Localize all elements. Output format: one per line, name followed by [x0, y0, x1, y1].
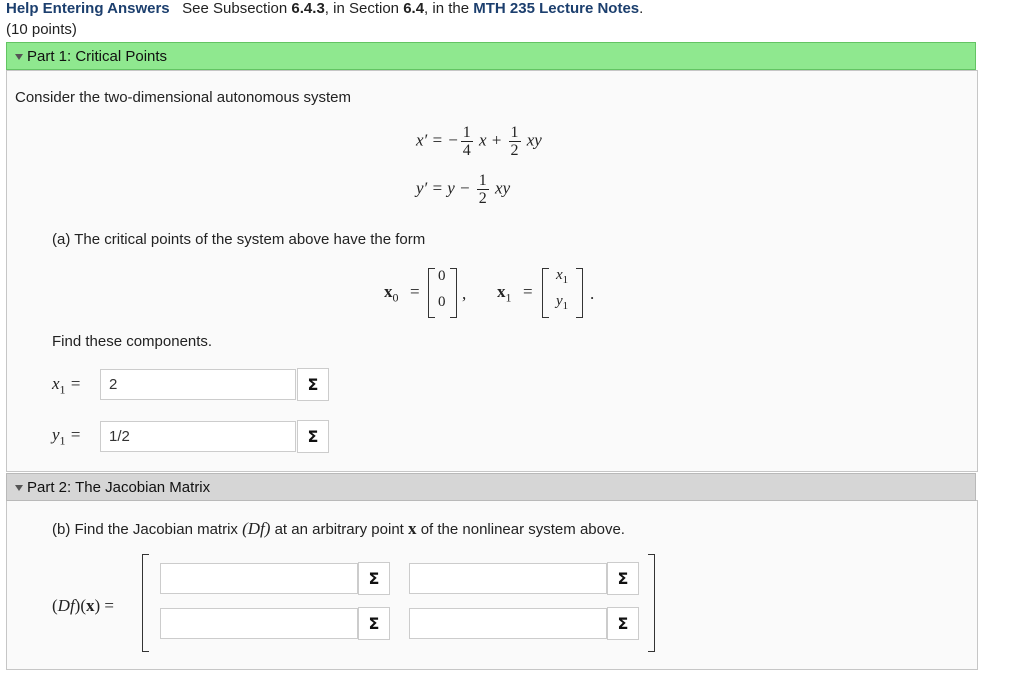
jacobian-cell-21-sigma-button[interactable]: Σ — [358, 607, 390, 640]
x0-top: 0 — [438, 268, 446, 284]
jacobian-lhs: (Df)(x) = — [52, 596, 115, 615]
eq1-var-xy: xy — [526, 130, 542, 150]
eq1-plus: + — [490, 130, 503, 150]
eq1-minus: − — [447, 130, 459, 150]
jacobian-cell-11[interactable] — [160, 563, 358, 594]
system-intro: Consider the two-dimensional autonomous system — [15, 89, 351, 106]
x1-top: $x_1$ — [556, 267, 569, 286]
eq2-minus: − — [459, 178, 471, 198]
cp-period: . — [590, 284, 595, 303]
eq2-frac: $\frac{1}{2}$ — [478, 172, 487, 207]
x1-bottom: $y_1$ — [556, 293, 569, 312]
eq1-frac1: $\frac{1}{4}$ — [462, 124, 471, 159]
x1-answer-label: $x_1$ = — [52, 374, 82, 397]
eq2-lhs: y′ — [416, 178, 428, 198]
eq2-var-y: y — [447, 178, 455, 198]
eq1-frac2: $\frac{1}{2}$ — [510, 124, 519, 159]
section-number: 6.4 — [403, 0, 425, 17]
jacobian-cell-22-sigma-button[interactable]: Σ — [607, 607, 639, 640]
matrix-left-bracket — [142, 554, 149, 652]
collapse-triangle-icon — [15, 54, 23, 60]
x1-symbol: $x_1$ — [497, 282, 512, 305]
part2-header[interactable] — [6, 473, 976, 501]
jacobian-cell-11-sigma-button[interactable]: Σ — [358, 562, 390, 595]
subsection-number: 6.4.3 — [291, 0, 325, 17]
ref-text-end: . — [639, 0, 644, 17]
equation-x-prime — [416, 124, 542, 159]
x1-equation-editor-button[interactable]: Σ — [297, 368, 329, 401]
question-b-post: of the nonlinear system above. — [420, 521, 625, 538]
jacobian-cell-12-sigma-button[interactable]: Σ — [607, 562, 639, 595]
x1-left-bracket — [542, 268, 549, 318]
matrix-right-bracket — [648, 554, 655, 652]
y1-input[interactable] — [100, 421, 296, 452]
part1-header[interactable] — [6, 42, 976, 70]
y1-equation-editor-button[interactable]: Σ — [297, 420, 329, 453]
collapse-triangle-icon — [15, 485, 23, 491]
jacobian-cell-22[interactable] — [409, 608, 607, 639]
eq1-equals: = — [431, 130, 443, 150]
find-components: Find these components. — [52, 333, 213, 350]
question-b-x: x — [408, 519, 417, 538]
x1-equals: = — [523, 282, 533, 301]
x0-symbol: $x_0$ — [384, 282, 399, 305]
x0-equals: = — [410, 282, 420, 301]
question-b-mid: at an arbitrary point — [274, 521, 404, 538]
eq1-var-x: x — [478, 130, 487, 150]
x0-bottom: 0 — [438, 294, 446, 310]
x1-right-bracket — [576, 268, 583, 318]
x0-right-bracket — [450, 268, 457, 318]
ref-text-pre: See Subsection — [182, 0, 288, 17]
ref-text-mid: , in Section — [324, 0, 400, 17]
jacobian-cell-12[interactable] — [409, 563, 607, 594]
eq2-var-xy: xy — [495, 178, 511, 198]
equation-y-prime — [416, 172, 510, 207]
eq2-equals: = — [431, 178, 443, 198]
eq1-lhs: x′ — [416, 130, 428, 150]
jacobian-cell-21[interactable] — [160, 608, 358, 639]
header-line — [6, 0, 643, 17]
help-entering-answers-link[interactable]: Help Entering Answers — [6, 0, 170, 17]
part2-title: Part 2: The Jacobian Matrix — [27, 479, 211, 496]
cp-comma: , — [462, 284, 467, 303]
question-b — [52, 519, 625, 539]
lecture-notes-link[interactable]: MTH 235 Lecture Notes — [473, 0, 640, 17]
critical-points-form — [384, 266, 604, 320]
points-label: (10 points) — [6, 21, 77, 38]
question-a: (a) The critical points of the system above have the form — [52, 231, 426, 248]
part1-title: Part 1: Critical Points — [27, 48, 168, 65]
ref-text-mid2: , in the — [424, 0, 470, 17]
question-b-pre: (b) Find the Jacobian matrix — [52, 521, 238, 538]
question-b-df: (Df) — [242, 519, 271, 538]
x1-input[interactable] — [100, 369, 296, 400]
x0-left-bracket — [428, 268, 435, 318]
y1-answer-label: $y_1$ = — [52, 425, 82, 448]
